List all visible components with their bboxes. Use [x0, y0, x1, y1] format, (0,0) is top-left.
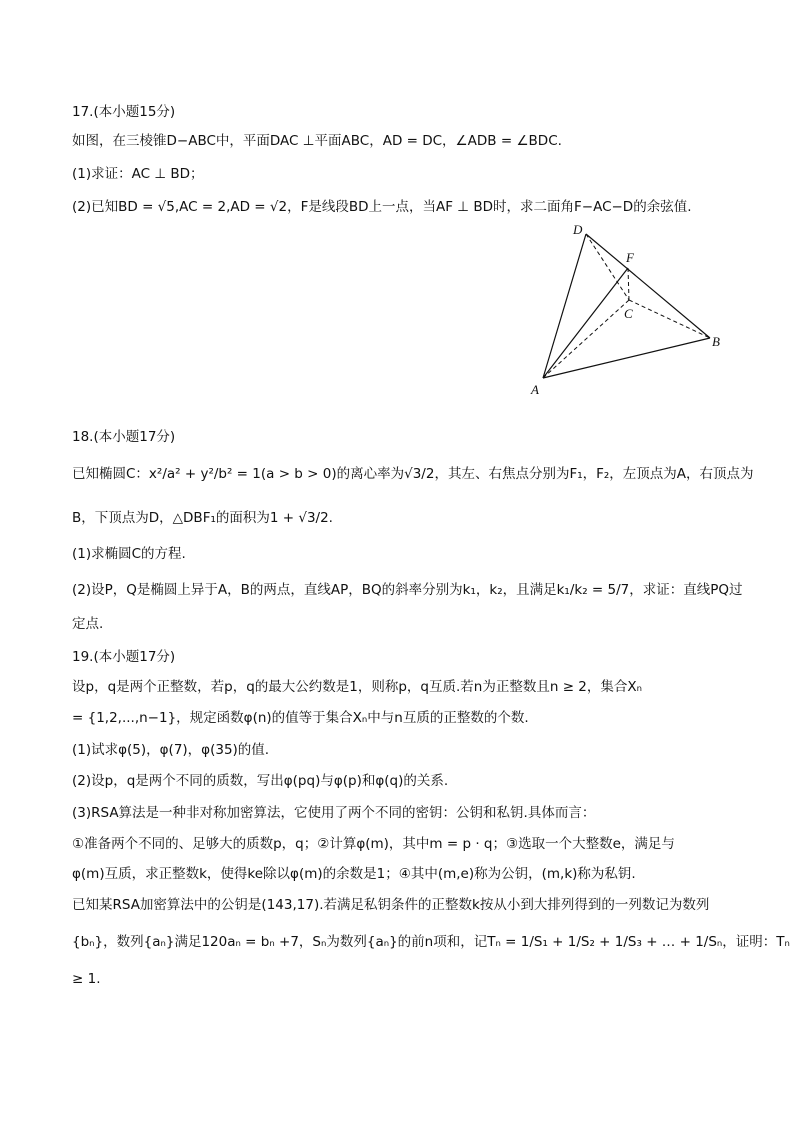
- q19-known-1: 已知某RSA加密算法中的公钥是(143,17).若满足私钥条件的正整数k按从小到大排列得到的一列数记为数列: [72, 897, 710, 913]
- q18-part2-cont: 定点.: [72, 616, 104, 632]
- q19-statement-2: = {1,2,...,n−1}，规定函数φ(n)的值等于集合Xₙ中与n互质的正整数的个数.: [72, 710, 529, 726]
- q19-known-2: {bₙ}，数列{aₙ}满足120aₙ = bₙ +7，Sₙ为数列{aₙ}的前n项和，记Tₙ = 1/S₁ + 1/S₂ + 1/S₃ + … + 1/Sₙ，证明：Tₙ: [72, 934, 790, 950]
- edge-AF: [543, 268, 628, 378]
- q19-known-3: ≥ 1.: [72, 971, 101, 987]
- q19-steps-1: ①准备两个不同的、足够大的质数p，q；②计算φ(m)，其中m = p · q；③选取一个大整数e，满足与: [72, 836, 675, 852]
- tetrahedron-diagram: [520, 218, 730, 403]
- edge-AB: [543, 338, 710, 378]
- edge-DC: [586, 234, 629, 300]
- q18-statement-1: 已知椭圆C：x²/a² + y²/b² = 1(a > b > 0)的离心率为√3/2，其左、右焦点分别为F₁，F₂，左顶点为A，右顶点为: [72, 466, 754, 482]
- q19-statement-1: 设p，q是两个正整数，若p，q的最大公约数是1，则称p，q互质.若n为正整数且n ≥ 2，集合Xₙ: [72, 679, 643, 695]
- q18-part1: (1)求椭圆C的方程.: [72, 546, 186, 562]
- edge-FC: [628, 268, 629, 300]
- label-B: B: [712, 334, 720, 349]
- q19-steps-2: φ(m)互质，求正整数k，使得ke除以φ(m)的余数是1；④其中(m,e)称为公钥，(m,k)称为私钥.: [72, 866, 636, 882]
- q18-header: 18.(本小题17分): [72, 429, 176, 445]
- edge-CB: [629, 300, 710, 338]
- q19-part2: (2)设p，q是两个不同的质数，写出φ(pq)与φ(p)和φ(q)的关系.: [72, 773, 449, 789]
- q18-part2: (2)设P，Q是椭圆上异于A，B的两点，直线AP，BQ的斜率分别为k₁，k₂，且满足k₁/k₂ = 5/7，求证：直线PQ过: [72, 582, 743, 598]
- q17-part1: (1)求证：AC ⊥ BD；: [72, 166, 204, 182]
- q17-statement: 如图，在三棱锥D−ABC中，平面DAC ⊥平面ABC，AD = DC，∠ADB = ∠BDC.: [72, 133, 562, 149]
- edge-AC: [543, 300, 629, 378]
- edge-DA: [543, 234, 586, 378]
- q17-header: 17.(本小题15分): [72, 104, 176, 120]
- label-F: F: [626, 250, 634, 265]
- label-A: A: [531, 382, 539, 397]
- label-C: C: [624, 306, 633, 321]
- q19-part1: (1)试求φ(5)，φ(7)，φ(35)的值.: [72, 742, 270, 758]
- q19-header: 19.(本小题17分): [72, 649, 176, 665]
- q17-part2: (2)已知BD = √5,AC = 2,AD = √2，F是线段BD上一点，当AF ⊥ BD时，求二面角F−AC−D的余弦值.: [72, 199, 692, 215]
- edge-DB: [586, 234, 710, 338]
- q19-part3: (3)RSA算法是一种非对称加密算法，它使用了两个不同的密钥：公钥和私钥.具体而言：: [72, 805, 596, 821]
- label-D: D: [573, 222, 583, 237]
- tetrahedron-svg: [520, 218, 730, 403]
- q18-statement-2: B，下顶点为D，△DBF₁的面积为1 + √3/2.: [72, 510, 333, 526]
